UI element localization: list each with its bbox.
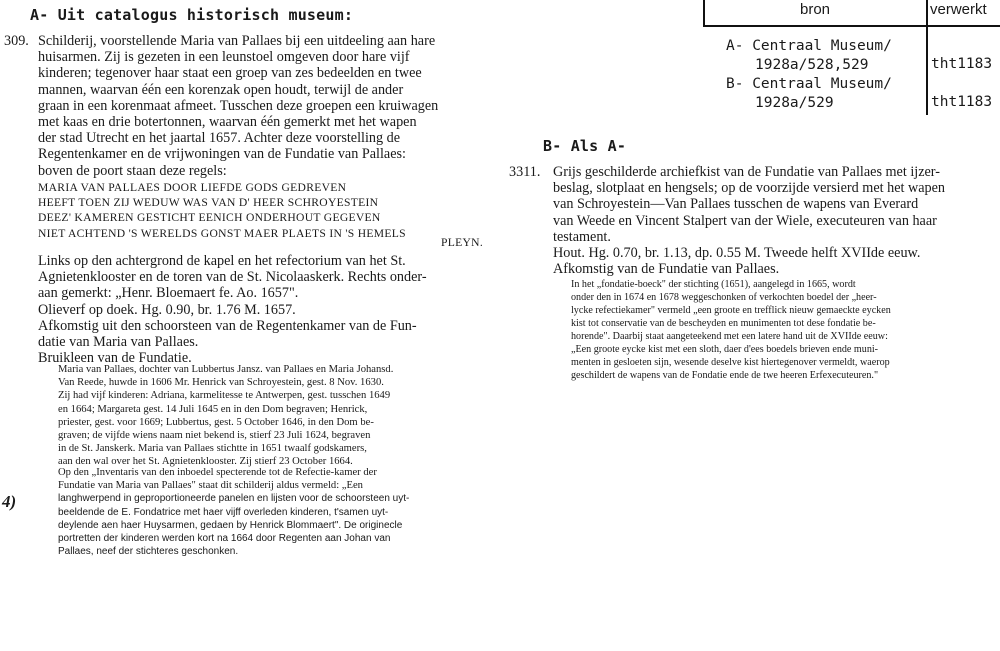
source-b [726,75,892,113]
footnote-biography [58,363,393,469]
source-b-line: B- Centraal Museum/ [726,76,892,92]
entry-309-background [38,253,427,366]
provenance-line: datie van Maria van Pallaes. [38,334,199,351]
note-line: graven; de vijfde wiens naam niet bekend is, stierf 23 Juli 1624, begraven [58,430,371,442]
text-line: Grijs geschilderde archiefkist van de Fundatie van Pallaes met ijzer- [553,164,940,180]
source-a-line: 1928a/528,529 [755,57,869,73]
source-a [726,37,892,75]
note-line: aan den wal over het St. Agnietenklooster. Zij stierf 23 October 1664. [58,456,353,468]
entry-number-309: 309. [4,33,29,49]
text-line: mannen, waarvan één een korenzak open houdt, terwijl de ander [38,81,404,98]
note-line: portretten der kinderen werden kort na 1664 door Regenten aan Johan van [58,533,391,545]
margin-mark: 4) [2,492,17,511]
note-line: Zij had vijf kinderen: Adriana, karmelitesse te Antwerpen, gest. tusschen 1649 [58,390,391,402]
column-header-bron: bron [800,1,831,18]
verse-line: DEEZ' KAMEREN GESTICHT EENICH ONDERHOUT GEGEVEN [38,211,381,225]
note-line: Maria van Pallaes, dochter van Lubbertus Jansz. van Pallaes en Maria Johansd. [58,364,394,375]
text-line: Regentenkamer en de vrijwoningen van de Fundatie van Pallaes: [38,146,406,163]
text-line: boven de poort staan deze regels: [38,162,227,179]
footnote-fondatie-boeck [571,278,891,382]
medium-dimensions: Olieverf op doek. Hg. 0.90, br. 1.76 M. 1657. [38,301,296,318]
text-line: met kaas en drie botertonnen, waarvan één gemerkt met het wapen [38,114,417,131]
note-line: in de St. Janskerk. Maria van Pallaes stichtte in 1651 twaalf godskamers, [58,443,367,455]
text-line: Links op den achtergrond de kapel en het refectorium van het St. [38,253,406,269]
text-line: graan in een korenmaat afmeet. Tusschen deze groepen een kruiwagen [38,97,439,114]
text-line: huisarmen. Zij is gezeten in een leunstoel omgeven door hare vijf [38,49,410,66]
text-line: Agnietenklooster en de toren van de St. Nicolaaskerk. Rechts onder- [38,269,427,286]
note-line: geschildert de wapens van de Fondatie ende de twe heeren Erfexecuteuren." [571,370,879,381]
dimensions-line: Hout. Hg. 0.70, br. 1.13, dp. 0.55 M. Tweede helft XVIIde eeuw. [553,245,921,262]
section-a-heading: A- Uit catalogus historisch museum: [30,6,354,24]
note-line: Fundatie van Maria van Pallaes" staat dit schilderij aldus vermeld: „Een [58,480,363,492]
note-line: langhwerpend in geproportioneerde panelen en lijsten voor de schoorsteen uyt- [58,493,410,505]
verse-line: MARIA VAN PALLAES DOOR LIEFDE GODS GEDREVEN [38,181,347,194]
text-line: der stad Utrecht en het jaartal 1657. Achter deze voorstelling de [38,130,401,147]
processed-a: tht1183 [931,56,993,72]
provenance-line: Afkomstig van de Fundatie van Pallaes. [553,261,780,278]
entry-309-description [38,33,493,179]
text-line: beslag, slotplaat en hengsels; op de voorzijde versierd met het wapen [553,180,946,197]
text-line: kinderen; tegenover haar staat een groep van zes bedeelden en twee [38,65,422,82]
note-line: priester, gest. voor 1669; Lubbertus, gest. 5 October 1646, in den Dom be- [58,416,374,428]
verse-line: HEEFT TOEN ZIJ WEDUW WAS VAN D' HEER SCHROYESTEIN [38,196,379,210]
processed-b: tht1183 [931,94,993,110]
note-line: kist tot conservatie van de bescheyden en munimenten tot dese fondatie be- [571,318,876,329]
note-line: lycke refectiekamer" vermeld „een groote en trefflick nieuw gemaeckte eycken [571,305,891,316]
loan-note: Bruikleen van de Fundatie. [38,350,192,367]
text-line: van Schroyestein—Van Pallaes tusschen de wapens van Everard [553,196,919,213]
source-table [703,0,1000,115]
note-line: onder den in 1674 en 1678 weggeschonken of verkochten boedel der „heer- [571,292,877,303]
text-line: testament. [553,228,611,245]
note-line: menten in gesloeten sijn, wesende deselve kist hiertegenover vermeldt, waerop [571,357,890,368]
provenance-line: Afkomstig uit den schoorsteen van de Regentenkamer van de Fun- [38,317,417,334]
note-line: Van Reede, huwde in 1606 Mr. Henrick van Schroyestein, gest. 8 Nov. 1630. [58,377,384,389]
verse-line: NIET ACHTEND 'S WERELDS GONST MAER PLAETS IN 'S HEMELS [38,226,406,240]
note-line: Op den „Inventaris van den inboedel specterende tot de Refectie-kamer der [58,467,377,478]
note-line: beeldende de E. Fondatrice met haer vijff overleden kinderen, t'samen uyt- [58,506,389,518]
verse-end: PLEYN. [441,236,484,249]
text-line: van Weede en Vincent Stalpert van der Wiele, executeuren van haar [553,212,937,229]
column-header-verwerkt: verwerkt [930,1,987,18]
entry-3311-description [553,164,945,277]
section-b-heading: B- Als A- [543,137,627,155]
gate-inscription-verse [38,180,406,241]
note-line: In het „fondatie-boeck" der stichting (1651), aangelegd in 1665, wordt [571,279,856,290]
footnote-inventory [58,466,409,558]
note-line: „Een groote eycke kist met een sloth, daer d'ees boedels brieven ende muni- [571,344,879,355]
source-a-line: A- Centraal Museum/ [726,38,892,54]
note-line: horende". Daarbij staat aangeteekend met een latere hand uit de XVIIde eeuw: [571,331,888,342]
text-line: aan gemerkt: „Henr. Bloemaert fe. Ao. 1657". [38,285,299,302]
text-line: Schilderij, voorstellende Maria van Pallaes bij een uitdeeling aan hare [38,33,436,49]
note-line: deylende aen haer Huysarmen, gedaen by Henrick Blommaert". De originecle [58,519,403,531]
entry-number-3311: 3311. [509,164,541,180]
note-line: Pallaes, neef der stichteres geschonken. [58,546,239,558]
note-line: en 1664; Margareta gest. 14 Juli 1645 en in den Dom begraven; Henrick, [58,403,368,415]
source-b-line: 1928a/529 [755,95,834,111]
